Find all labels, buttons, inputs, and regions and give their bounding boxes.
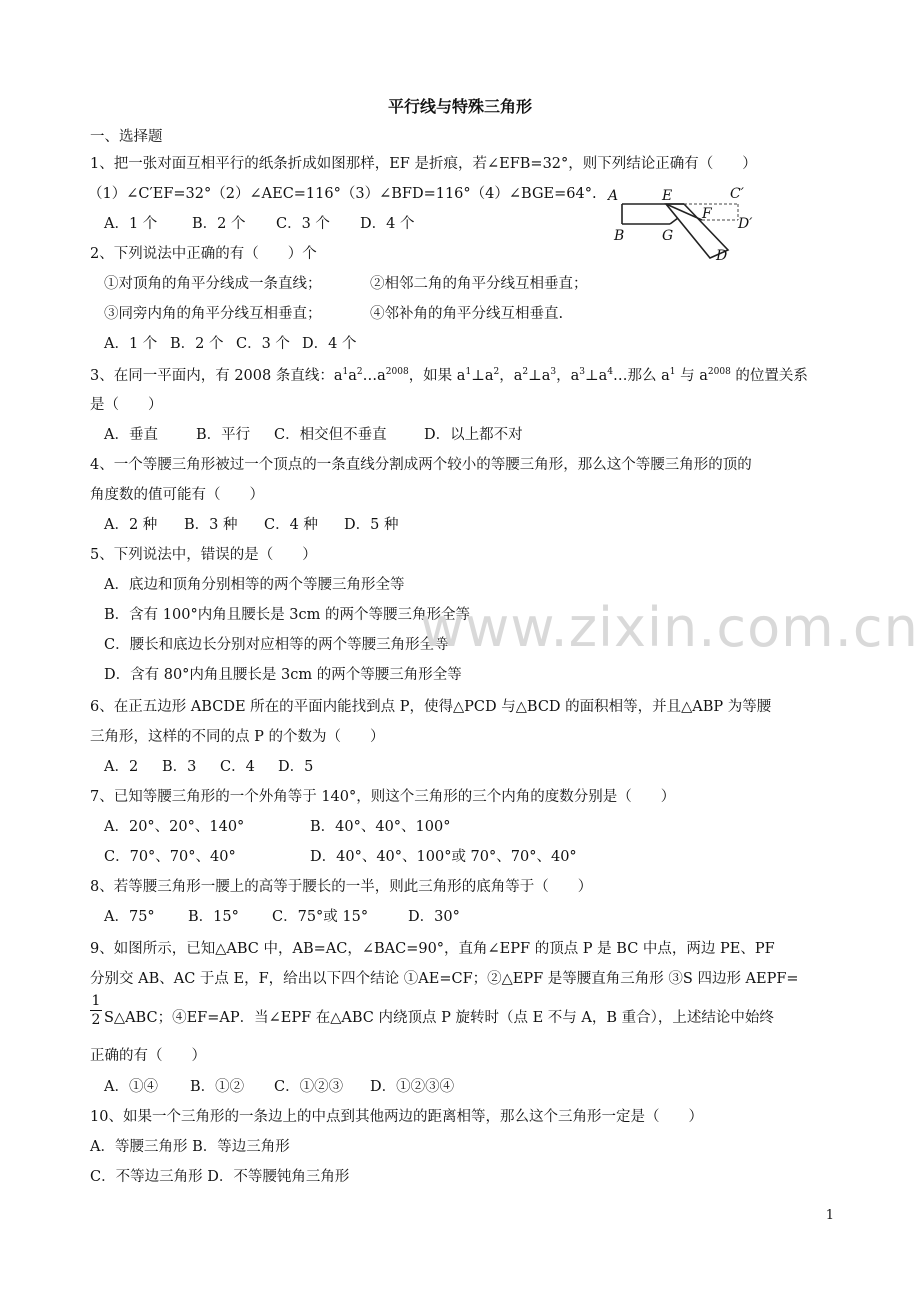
q8-option-d: D．30° — [408, 909, 460, 925]
q4-option-d: D．5 种 — [344, 517, 399, 533]
q2-options — [104, 334, 356, 354]
q9-fraction-half — [90, 993, 102, 1028]
q1-option-d: D．4 个 — [360, 216, 415, 232]
label-c-prime: C′ — [730, 186, 744, 202]
q4-option-a: A．2 种 — [104, 517, 158, 533]
q4-line-1: 4、一个等腰三角形被过一个顶点的一条直线分割成两个较小的等腰三角形，那么这个等腰三角形的顶的 — [90, 457, 752, 473]
q9-fraction-numerator: 1 — [91, 993, 101, 1009]
q6-options — [104, 757, 313, 777]
q2-option-d: D．4 个 — [302, 336, 357, 352]
q2-stem: 2、下列说法中正确的有（ ）个 — [90, 246, 317, 262]
q1-option-a: A．1 个 — [104, 216, 158, 232]
q1-option-b: B．2 个 — [192, 216, 246, 232]
q3-line-1: 3、在同一平面内，有 2008 条直线：$a^1a^2\dots a^{2008}$，如果 $a^1\perp a^2$，$a^2\perp a^3$，$a^3\perp a^4\dots$那么 $a^1$ 与 $a^{2008}$ 的位置关系 — [90, 367, 808, 384]
q9-option-c: C．①②③ — [274, 1079, 344, 1095]
q2-statement-3: ③同旁内角的角平分线互相垂直； — [104, 306, 322, 322]
q8-option-a: A．75° — [104, 909, 155, 925]
q3-option-d: D．以上都不对 — [424, 427, 523, 443]
q2-option-a: A．1 个 — [104, 336, 158, 352]
q9-option-b: B．①② — [190, 1079, 245, 1095]
q8-option-b: B．15° — [188, 909, 239, 925]
q4-options — [104, 515, 398, 535]
q7-option-a: A．20°、20°、140° — [104, 819, 245, 835]
q5-option-a: A．底边和顶角分别相等的两个等腰三角形全等 — [104, 577, 405, 593]
q9-fraction-bar — [90, 1010, 102, 1011]
q7-option-d: D．40°、40°、100°或 70°、70°、40° — [310, 849, 577, 865]
label-f: F — [702, 206, 712, 222]
q8-options — [104, 907, 460, 927]
q6-option-a: A．2 — [104, 759, 139, 775]
q5-option-d: D．含有 80°内角且腰长是 3cm 的两个等腰三角形全等 — [104, 667, 462, 683]
q3-options — [104, 425, 523, 445]
q9-options — [104, 1077, 454, 1097]
folded-strip-figure — [606, 184, 766, 264]
q1-stem: 1、把一张对面互相平行的纸条折成如图那样，EF 是折痕，若∠EFB=32°，则下列结论正确有（ ） — [90, 156, 757, 172]
label-g: G — [662, 228, 674, 244]
q3-option-b: B．平行 — [196, 427, 251, 443]
q6-option-b: B．3 — [162, 759, 197, 775]
q9-line-3: S△ABC；④EF=AP．当∠EPF 在△ABC 内绕顶点 P 旋转时（点 E 不与 A，B 重合），上述结论中始终 — [104, 1010, 774, 1026]
q5-option-c: C．腰长和底边长分别对应相等的两个等腰三角形全等 — [104, 637, 449, 653]
q10-options-ab: A．等腰三角形 B．等边三角形 — [90, 1139, 290, 1155]
label-d-prime: D′ — [738, 216, 753, 232]
q1-options — [104, 214, 414, 234]
q2-statement-1: ①对顶角的角平分线成一条直线； — [104, 276, 322, 292]
q6-line-1: 6、在正五边形 ABCDE 所在的平面内能找到点 P，使得△PCD 与△BCD 的面积相等，并且△ABP 为等腰 — [90, 699, 772, 715]
q9-line-2: 分别交 AB、AC 于点 E，F，给出以下四个结论 ①AE=CF；②△EPF 是等腰直角三角形 ③S 四边形 AEPF= — [90, 971, 799, 987]
label-e: E — [662, 188, 673, 204]
q6-option-c: C．4 — [220, 759, 255, 775]
q2-statement-4: ④邻补角的角平分线互相垂直. — [370, 306, 564, 322]
q10-options-cd: C．不等边三角形 D．不等腰钝角三角形 — [90, 1169, 350, 1185]
q7-stem: 7、已知等腰三角形的一个外角等于 140°，则这个三角形的三个内角的度数分别是（ ） — [90, 789, 676, 805]
section-heading: 一、选择题 — [90, 129, 163, 145]
q3-option-a: A．垂直 — [104, 427, 158, 443]
label-b: B — [614, 228, 625, 244]
q4-option-c: C．4 种 — [264, 517, 318, 533]
q1-option-c: C．3 个 — [276, 216, 330, 232]
q2-statement-2: ②相邻二角的角平分线互相垂直； — [370, 276, 588, 292]
q1-conditions: （1）∠C′EF=32°（2）∠AEC=116°（3）∠BFD=116°（4）∠BGE=64°. — [88, 186, 597, 202]
q5-option-b: B．含有 100°内角且腰长是 3cm 的两个等腰三角形全等 — [104, 607, 471, 623]
q7-option-c: C．70°、70°、40° — [104, 849, 236, 865]
q9-option-d: D．①②③④ — [370, 1079, 455, 1095]
q10-stem: 10、如果一个三角形的一条边上的中点到其他两边的距离相等，那么这个三角形一定是（ ） — [90, 1109, 703, 1125]
q4-option-b: B．3 种 — [184, 517, 238, 533]
q9-fraction-denominator: 2 — [91, 1012, 101, 1028]
watermark-text: www.zixin.com.cn — [420, 596, 919, 659]
q8-stem: 8、若等腰三角形一腰上的高等于腰长的一半，则此三角形的底角等于（ ） — [90, 879, 593, 895]
q9-line-1: 9、如图所示，已知△ABC 中，AB=AC，∠BAC=90°，直角∠EPF 的顶点 P 是 BC 中点，两边 PE、PF — [90, 941, 775, 957]
label-d: D — [716, 248, 728, 264]
q6-option-d: D．5 — [278, 759, 314, 775]
strip-segment-g — [670, 218, 678, 224]
page-title: 平行线与特殊三角形 — [387, 97, 532, 116]
q8-option-c: C．75°或 15° — [272, 909, 369, 925]
q2-option-c: C．3 个 — [236, 336, 290, 352]
q3-option-c: C．相交但不垂直 — [274, 427, 387, 443]
q6-line-2: 三角形，这样的不同的点 P 的个数为（ ） — [90, 729, 385, 745]
q7-option-b: B．40°、40°、100° — [310, 819, 451, 835]
q5-stem: 5、下列说法中，错误的是（ ） — [90, 547, 317, 563]
q3-line-2: 是（ ） — [90, 397, 163, 413]
q9-line-4: 正确的有（ ） — [90, 1048, 206, 1064]
q4-line-2: 角度数的值可能有（ ） — [90, 487, 264, 503]
label-a: A — [608, 188, 619, 204]
fold-crease-ef — [666, 204, 702, 220]
q9-option-a: A．①④ — [104, 1079, 158, 1095]
page-number: 1 — [825, 1208, 834, 1223]
q2-option-b: B．2 个 — [170, 336, 224, 352]
